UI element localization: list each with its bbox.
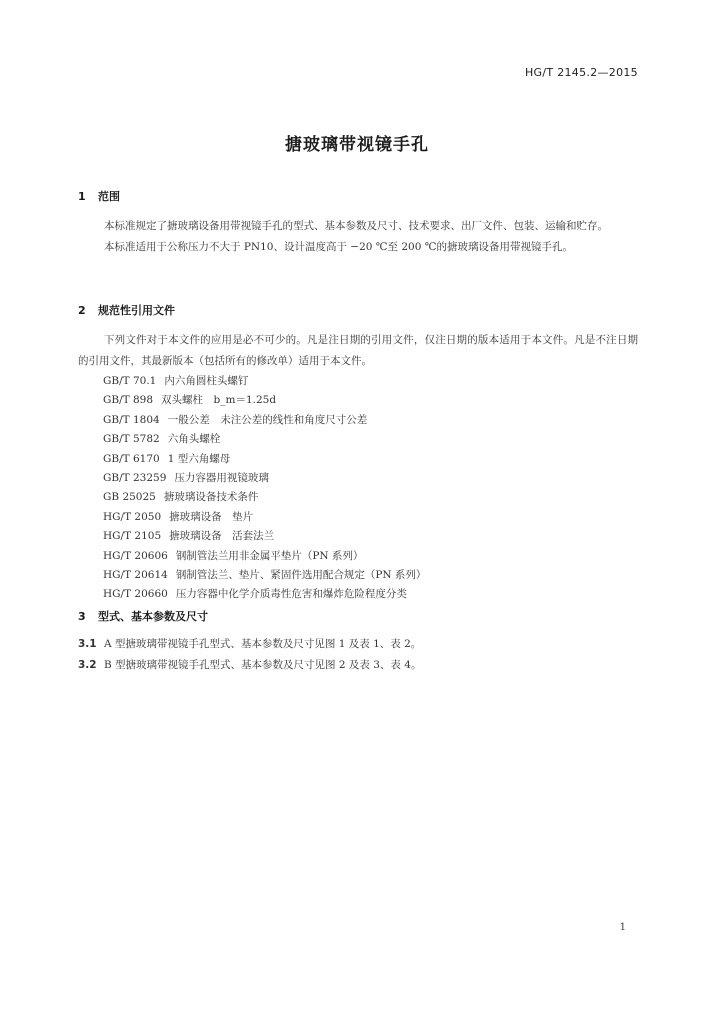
- clause-item: [78, 655, 638, 676]
- reference-code: GB/T 70.1: [103, 375, 157, 387]
- reference-title: 压力容器中化学介质毒性危害和爆炸危险程度分类: [175, 588, 407, 601]
- reference-code: HG/T 2105: [103, 530, 162, 543]
- reference-item: [78, 547, 638, 566]
- reference-item: [78, 566, 638, 585]
- reference-title: 搪玻璃设备技术条件: [163, 491, 259, 504]
- reference-code: GB/T 23259: [103, 472, 167, 485]
- reference-code: GB/T 898: [103, 394, 154, 407]
- reference-item: [78, 430, 638, 449]
- reference-title: 双头螺柱 b_m＝1.25d: [161, 394, 277, 407]
- reference-code: GB/T 6170: [103, 452, 160, 465]
- reference-title: 一般公差 未注公差的线性和角度尺寸公差: [167, 413, 368, 426]
- section-title: 规范性引用文件: [98, 304, 175, 317]
- reference-code: HG/T 20606: [103, 549, 168, 562]
- reference-title: 六角头螺栓: [167, 433, 221, 446]
- reference-title: 1 型六角螺母: [167, 452, 231, 465]
- clause-number: 3.2: [78, 659, 97, 671]
- page-number: 1: [619, 922, 626, 933]
- reference-item: [78, 585, 638, 604]
- reference-code: HG/T 20614: [103, 569, 168, 582]
- clause-text: A 型搪玻璃带视镜手孔型式、基本参数及尺寸见图 1 及表 1、表 2。: [104, 638, 422, 650]
- clause-text: B 型搪玻璃带视镜手孔型式、基本参数及尺寸见图 2 及表 3、表 4。: [104, 659, 422, 671]
- clause-number: 3.1: [78, 638, 97, 650]
- reference-item: [78, 508, 638, 527]
- section-number: 2: [78, 304, 86, 317]
- reference-item: [78, 488, 638, 507]
- reference-item: [78, 411, 638, 430]
- reference-item: [78, 450, 638, 469]
- section-number: 3: [78, 610, 86, 623]
- section-title: 型式、基本参数及尺寸: [98, 610, 208, 623]
- section-heading: [78, 610, 638, 624]
- paragraph: 下列文件对于本文件的应用是必不可少的。凡是注日期的引用文件，仅注日期的版本适用于本文件。凡是不注日期的引用文件，其最新版本（包括所有的修改单）适用于本文件。: [78, 334, 638, 367]
- reference-item: [78, 527, 638, 546]
- reference-list: [78, 372, 638, 605]
- section-heading: [78, 304, 638, 318]
- reference-title: 搪玻璃设备 垫片: [169, 510, 254, 523]
- reference-title: 内六角圆柱头螺钉: [164, 375, 249, 387]
- reference-item: [78, 372, 638, 391]
- reference-code: HG/T 2050: [103, 510, 162, 523]
- reference-title: 搪玻璃设备 活套法兰: [169, 530, 275, 543]
- section-types-parameters: [78, 610, 638, 676]
- reference-item: [78, 391, 638, 410]
- section-heading: [78, 190, 638, 204]
- reference-title: 钢制管法兰、垫片、紧固件选用配合规定（PN 系列）: [175, 569, 427, 582]
- reference-code: GB 25025: [103, 491, 156, 504]
- section-scope: [78, 190, 638, 258]
- reference-code: GB/T 1804: [103, 413, 160, 426]
- clause-item: [78, 634, 638, 655]
- paragraph: 本标准规定了搪玻璃设备用带视镜手孔的型式、基本参数及尺寸、技术要求、出厂文件、包装、运输和贮存。: [104, 220, 608, 232]
- section-title: 范围: [98, 190, 120, 203]
- standard-code-header: HG/T 2145.2—2015: [524, 66, 638, 79]
- section-normative-references: [78, 304, 638, 605]
- reference-title: 压力容器用视镜玻璃: [174, 472, 269, 485]
- reference-code: HG/T 20660: [103, 588, 168, 601]
- reference-item: [78, 469, 638, 488]
- section-number: 1: [78, 190, 86, 203]
- paragraph: 本标准适用于公称压力不大于 PN10、设计温度高于 −20 ℃至 200 ℃的搪玻璃设备用带视镜手孔。: [104, 241, 573, 253]
- document-title: 搪玻璃带视镜手孔: [285, 135, 429, 155]
- reference-code: GB/T 5782: [103, 433, 160, 446]
- reference-title: 钢制管法兰用非金属平垫片（PN 系列）: [175, 549, 364, 562]
